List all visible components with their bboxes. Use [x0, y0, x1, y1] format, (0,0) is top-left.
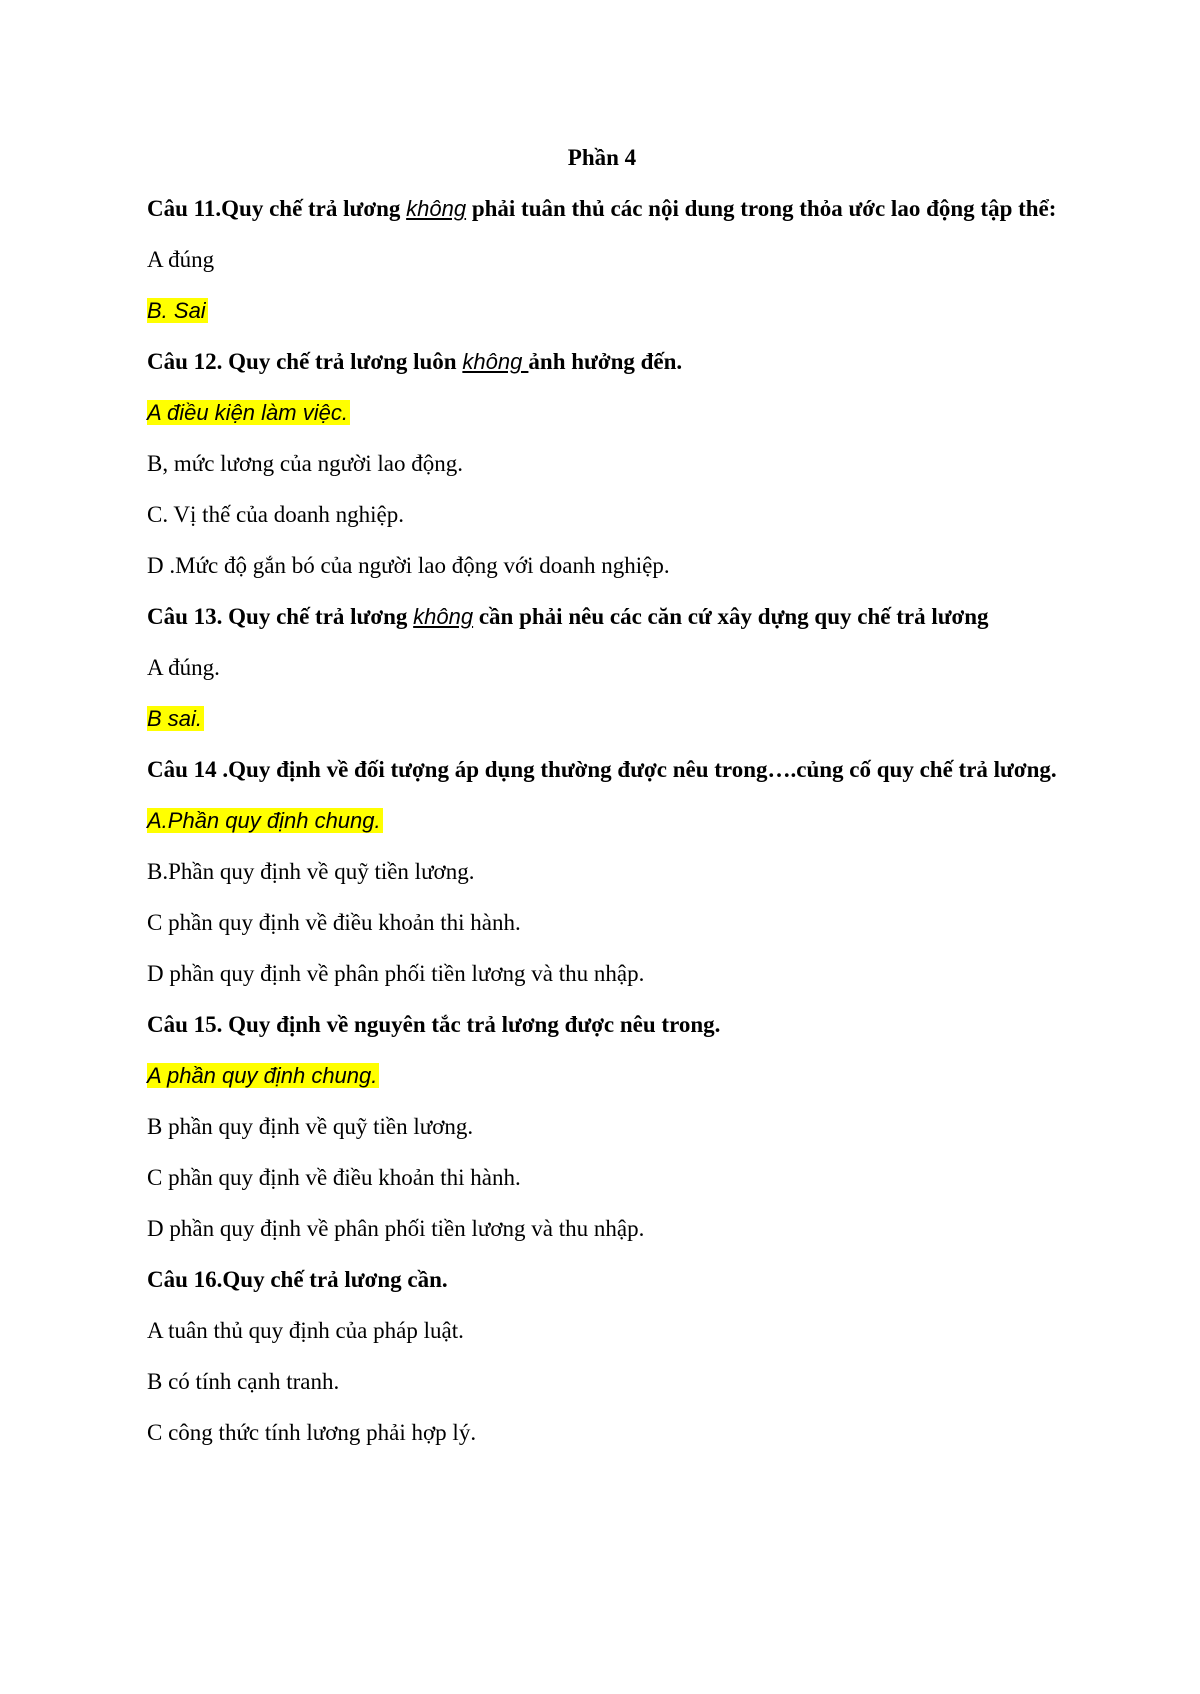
option-text: D phần quy định về phân phối tiền lương và thu nhập.: [147, 961, 645, 986]
option-text: C phần quy định về điều khoản thi hành.: [147, 910, 521, 935]
option-text: B.Phần quy định về quỹ tiền lương.: [147, 859, 475, 884]
answer-option: [147, 905, 1057, 940]
answer-option: [147, 956, 1057, 991]
question-text: Câu 13. Quy chế trả lương: [147, 604, 414, 629]
question-text-rest: phải tuân thủ các nội dung trong thỏa ước lao động tập thể:: [466, 196, 1057, 221]
option-text: A.Phần quy định chung.: [147, 808, 381, 833]
answer-option: [147, 1364, 1057, 1399]
option-text: A điều kiện làm việc.: [147, 400, 348, 425]
negation-word: không: [406, 196, 467, 221]
answer-option: [147, 242, 1057, 277]
answer-option: [147, 1415, 1057, 1450]
question-text-rest: ảnh hưởng đến.: [528, 349, 683, 374]
question-text-rest: cần phải nêu các căn cứ xây dựng quy chế trả lương: [473, 604, 989, 629]
option-text: B phần quy định về quỹ tiền lương.: [147, 1114, 474, 1139]
negation-word: không: [413, 604, 474, 629]
option-text: D phần quy định về phân phối tiền lương và thu nhập.: [147, 1216, 645, 1241]
negation-word: không: [462, 349, 529, 374]
option-text: A tuân thủ quy định của pháp luật.: [147, 1318, 464, 1343]
answer-option: [147, 548, 1057, 583]
question-text: Câu 15. Quy định về nguyên tắc trả lương được nêu trong.: [147, 1012, 721, 1037]
option-text: A đúng: [147, 247, 215, 272]
answer-option-highlighted: [147, 803, 1057, 838]
option-text: D .Mức độ gắn bó của người lao động với doanh nghiệp.: [147, 553, 670, 578]
question-11: [147, 191, 1057, 226]
question-text: Câu 14 .Quy định về đối tượng áp dụng thường được nêu trong….củng cố quy chế trả lương.: [147, 757, 1057, 782]
option-text: B. Sai: [147, 298, 206, 323]
answer-option: [147, 854, 1057, 889]
option-text: C. Vị thế của doanh nghiệp.: [147, 502, 404, 527]
answer-option: [147, 497, 1057, 532]
option-text: B sai.: [147, 706, 203, 731]
option-text: C công thức tính lương phải hợp lý.: [147, 1420, 477, 1445]
answer-option: [147, 1160, 1057, 1195]
question-text: Câu 11.Quy chế trả lương: [147, 196, 407, 221]
answer-option: [147, 1313, 1057, 1348]
option-text: C phần quy định về điều khoản thi hành.: [147, 1165, 521, 1190]
question-14: [147, 752, 1057, 787]
question-15: [147, 1007, 1057, 1042]
question-12: [147, 344, 1057, 379]
answer-option: [147, 1109, 1057, 1144]
option-text: A phần quy định chung.: [147, 1063, 378, 1088]
answer-option: [147, 1211, 1057, 1246]
option-text: A đúng.: [147, 655, 220, 680]
question-list: [147, 191, 1057, 1450]
answer-option-highlighted: [147, 395, 1057, 430]
answer-option: [147, 446, 1057, 481]
question-text: Câu 12. Quy chế trả lương luôn: [147, 349, 463, 374]
section-title: Phần 4: [567, 145, 637, 170]
option-text: B, mức lương của người lao động.: [147, 451, 463, 476]
answer-option-highlighted: [147, 1058, 1057, 1093]
answer-option-highlighted: [147, 293, 1057, 328]
answer-option-highlighted: [147, 701, 1057, 736]
document-page: [147, 140, 1057, 1466]
question-text: Câu 16.Quy chế trả lương cần.: [147, 1267, 448, 1292]
question-16: [147, 1262, 1057, 1297]
answer-option: [147, 650, 1057, 685]
option-text: B có tính cạnh tranh.: [147, 1369, 340, 1394]
question-13: [147, 599, 1057, 634]
